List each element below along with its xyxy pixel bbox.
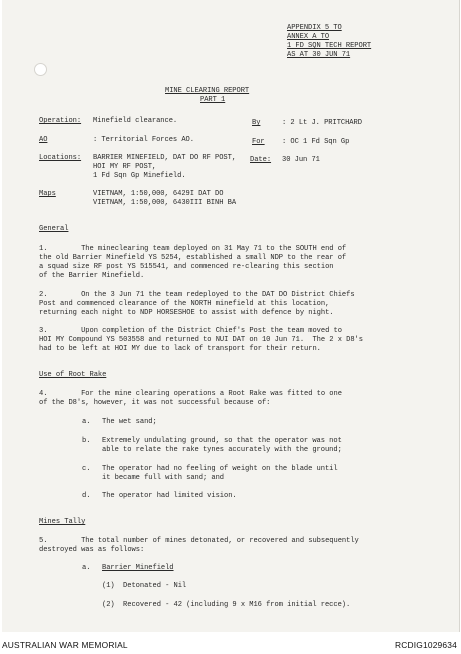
maps-line: VIETNAM, 1:50,000, 6430III BINH BA <box>93 199 237 207</box>
list-letter: c. <box>82 465 91 473</box>
paragraph-line: returning each night to NDP HORSESHOE to assist with defence by night. <box>39 309 334 317</box>
barrier-minefield-heading: Barrier Minefield <box>102 564 174 572</box>
appendix-line: APPENDIX 5 TO <box>287 24 342 32</box>
list-letter: a. <box>82 564 91 572</box>
list-item: The wet sand; <box>102 418 157 426</box>
punch-hole <box>34 63 47 76</box>
paragraph-line: of the D8's, however, it was not successful because of: <box>39 399 271 407</box>
operation-label: Operation: <box>39 117 82 125</box>
for-label: For <box>252 138 265 146</box>
maps-line: VIETNAM, 1:50,000, 6429I DAT DO <box>93 190 224 198</box>
list-item: The operator had no feeling of weight on the blade until <box>102 465 338 473</box>
footer-archive-name: AUSTRALIAN WAR MEMORIAL <box>2 640 128 650</box>
list-item: it became full with sand; and <box>102 474 225 482</box>
date-label: Date: <box>250 156 272 164</box>
list-letter: b. <box>82 437 91 445</box>
appendix-line: 1 FD SQN TECH REPORT <box>287 42 372 50</box>
general-heading: General <box>39 225 69 233</box>
list-item: able to relate the rake tynes accurately with the ground; <box>102 446 342 454</box>
paragraph-line: the old Barrier Minefield YS 5254, established a small NDP to the rear of <box>39 254 347 262</box>
by-label: By <box>252 119 261 127</box>
appendix-line: AS AT 30 JUN 71 <box>287 51 351 59</box>
tally-item: (1) Detonated - Nil <box>102 582 187 590</box>
locations-line: HOI MY RF POST, <box>93 163 157 171</box>
root-rake-heading: Use of Root Rake <box>39 371 107 379</box>
paragraph-line: 2. On the 3 Jun 71 the team redeployed to the DAT DO District Chiefs <box>39 291 355 299</box>
tally-item: (2) Recovered - 42 (including 9 x M16 from initial recce). <box>102 601 351 609</box>
mines-tally-heading: Mines Tally <box>39 518 86 526</box>
ao-label: AO <box>39 136 48 144</box>
paragraph-line: had to be left at HOI MY due to lack of transport for their return. <box>39 345 321 353</box>
paragraph-line: 5. The total number of mines detonated, or recovered and subsequently <box>39 537 359 545</box>
paragraph-line: destroyed was as follows: <box>39 546 145 554</box>
list-item: Extremely undulating ground, so that the operator was not <box>102 437 342 445</box>
appendix-line: ANNEX A TO <box>287 33 330 41</box>
footer-record-id: RCDIG1029634 <box>395 640 457 650</box>
locations-line: 1 Fd Sqn Gp Minefield. <box>93 172 186 180</box>
date-value: 30 Jun 71 <box>282 156 320 164</box>
operation-value: Minefield clearance. <box>93 117 178 125</box>
report-title: MINE CLEARING REPORT <box>165 87 250 95</box>
list-letter: d. <box>82 492 91 500</box>
paragraph-line: 1. The mineclearing team deployed on 31 May 71 to the SOUTH end of <box>39 245 347 253</box>
paragraph-line: of the Barrier Minefield. <box>39 272 145 280</box>
for-value: : OC 1 Fd Sqn Gp <box>282 138 350 146</box>
paragraph-line: a squad size RF post YS 515541, and commenced re-clearing this section <box>39 263 334 271</box>
paragraph-line: HOI MY Compound YS 503558 and returned to NUI DAT on 10 Jun 71. The 2 x D8's <box>39 336 363 344</box>
by-value: : 2 Lt J. PRITCHARD <box>282 119 362 127</box>
list-letter: a. <box>82 418 91 426</box>
locations-line: BARRIER MINEFIELD, DAT DO RF POST, <box>93 154 237 162</box>
ao-value: : Territorial Forces AO. <box>93 136 194 144</box>
list-item: The operator had limited vision. <box>102 492 237 500</box>
report-part: PART 1 <box>200 96 226 104</box>
paragraph-line: Post and commenced clearance of the NORTH minefield at this location, <box>39 300 330 308</box>
locations-label: Locations: <box>39 154 82 162</box>
maps-label: Maps <box>39 190 56 198</box>
paragraph-line: 3. Upon completion of the District Chief's Post the team moved to <box>39 327 342 335</box>
paragraph-line: 4. For the mine clearing operations a Root Rake was fitted to one <box>39 390 342 398</box>
document-page <box>2 0 460 632</box>
